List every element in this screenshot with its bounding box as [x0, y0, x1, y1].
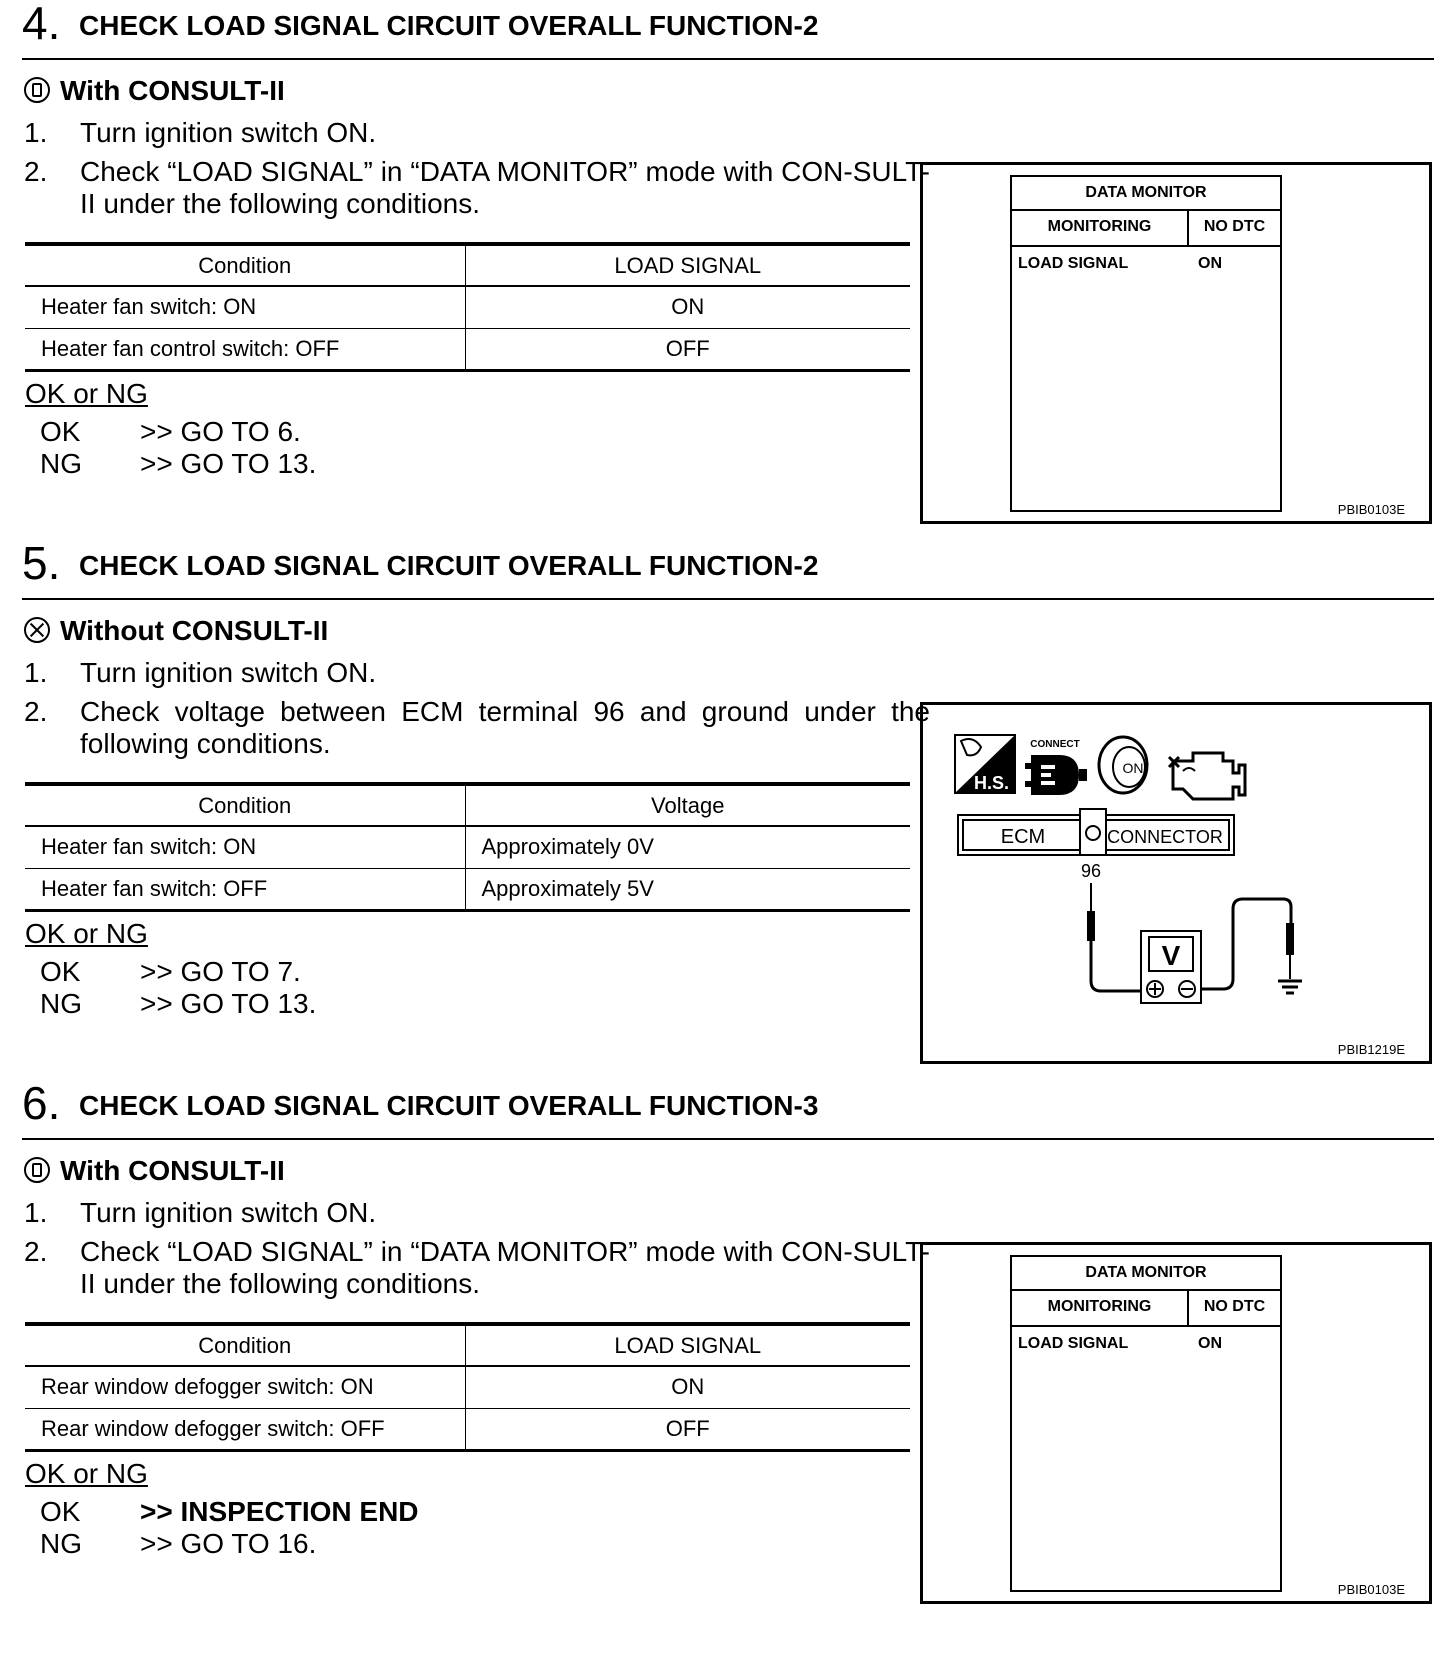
result-key: OK: [40, 956, 81, 987]
instruction-text: Turn ignition switch ON.: [80, 117, 377, 148]
table-header: Voltage: [465, 784, 910, 826]
monitor-item: LOAD SIGNAL: [1018, 255, 1129, 272]
no-dtc-label: NO DTC: [1203, 218, 1266, 235]
harness-icon: [955, 735, 1015, 793]
result-value: >> GO TO 16.: [140, 1528, 317, 1559]
connect-label: CONNECT: [1030, 739, 1080, 750]
table-header: LOAD SIGNAL: [465, 244, 910, 286]
circuit-figure: [920, 702, 1432, 1064]
instruction-number: 2.: [24, 1236, 48, 1267]
ground-icon: [1278, 981, 1302, 993]
step-header: [22, 537, 1434, 600]
table-row: [25, 826, 910, 868]
value-cell: Approximately 0V: [465, 826, 910, 868]
connect-icon: [1025, 739, 1087, 795]
monitor-item: LOAD SIGNAL: [1018, 1335, 1129, 1352]
mode-label: With CONSULT-II: [60, 1155, 285, 1186]
table-row: [25, 328, 910, 370]
connector-label: CONNECTOR: [1107, 827, 1223, 847]
instruction-number: 1.: [24, 117, 48, 148]
no-dtc-label: NO DTC: [1203, 1298, 1266, 1315]
table-header: LOAD SIGNAL: [465, 1324, 910, 1366]
instruction-number: 1.: [24, 1197, 48, 1228]
engine-icon: [1169, 753, 1245, 799]
consult-icon: [24, 77, 50, 103]
condition-table: [25, 242, 910, 372]
table-row: [25, 868, 910, 910]
step-number: 4.: [22, 0, 61, 49]
value-cell: OFF: [465, 1408, 910, 1450]
terminal-label: 96: [1080, 861, 1102, 881]
figure-code: PBIB0103E: [1337, 1582, 1405, 1597]
table-header-row: [25, 244, 910, 286]
instruction-text: Turn ignition switch ON.: [80, 657, 377, 688]
mode-label: With CONSULT-II: [60, 75, 285, 106]
step-number: 5.: [22, 537, 61, 589]
mode-line: [24, 75, 285, 107]
hs-label: H.S.: [973, 773, 1009, 793]
condition-cell: Heater fan switch: OFF: [25, 868, 465, 910]
step-title: CHECK LOAD SIGNAL CIRCUIT OVERALL FUNCTION-2: [79, 10, 819, 41]
result-key: NG: [40, 1528, 82, 1559]
table-header-row: [25, 1324, 910, 1366]
monitor-value: ON: [1198, 1335, 1222, 1352]
table-header: Condition: [25, 784, 465, 826]
result-value: >> GO TO 13.: [140, 448, 317, 479]
positive-probe: [1087, 883, 1143, 991]
result-value: >> GO TO 7.: [140, 956, 301, 987]
data-monitor-subheader: [1012, 1289, 1280, 1327]
result-value: >> GO TO 13.: [140, 988, 317, 1019]
negative-probe: [1201, 899, 1294, 989]
ok-or-ng-title: OK or NG: [25, 378, 148, 409]
ok-or-ng-title: OK or NG: [25, 1458, 148, 1489]
instruction-text: Check “LOAD SIGNAL” in “DATA MONITOR” mode with CON-SULT-II under the following conditions.: [80, 156, 930, 219]
monitoring-label: MONITORING: [1012, 209, 1189, 245]
value-cell: ON: [465, 1366, 910, 1408]
monitor-value: ON: [1198, 255, 1222, 272]
table-header-row: [25, 784, 910, 826]
data-monitor-figure: [920, 1242, 1432, 1604]
condition-cell: Heater fan switch: ON: [25, 826, 465, 868]
data-monitor-screen: [1010, 175, 1282, 512]
circuit-diagram: [923, 705, 1429, 1061]
step-header: [22, 1077, 1434, 1140]
value-cell: ON: [465, 286, 910, 328]
table-header: Condition: [25, 1324, 465, 1366]
on-label: ON: [1122, 760, 1144, 776]
ecm-connector: [958, 809, 1234, 855]
step-title: CHECK LOAD SIGNAL CIRCUIT OVERALL FUNCTION-2: [79, 550, 819, 581]
value-cell: OFF: [465, 328, 910, 370]
data-monitor-figure: [920, 162, 1432, 524]
condition-cell: Heater fan control switch: OFF: [25, 328, 465, 370]
table-row: [25, 286, 910, 328]
ecm-label: ECM: [1000, 826, 1046, 848]
mode-label: Without CONSULT-II: [60, 615, 329, 646]
result-key: OK: [40, 416, 81, 447]
monitoring-label: MONITORING: [1012, 1289, 1189, 1325]
step-6-section: [0, 1077, 1456, 1620]
result-value: >> INSPECTION END: [140, 1496, 419, 1527]
voltmeter-label: V: [1161, 940, 1181, 971]
instruction-number: 2.: [24, 156, 48, 187]
step-5-section: [0, 537, 1456, 1080]
ok-or-ng-title: OK or NG: [25, 918, 148, 949]
result-value: >> GO TO 6.: [140, 416, 301, 447]
instruction-text: Check “LOAD SIGNAL” in “DATA MONITOR” mode with CON-SULT-II under the following conditions.: [80, 1236, 930, 1299]
instruction-number: 1.: [24, 657, 48, 688]
result-key: NG: [40, 448, 82, 479]
result-key: NG: [40, 988, 82, 1019]
data-monitor-header: DATA MONITOR: [1012, 1257, 1280, 1291]
figure-code: PBIB1219E: [1337, 1042, 1405, 1057]
step-header: [22, 0, 1434, 60]
data-monitor-header: DATA MONITOR: [1012, 177, 1280, 211]
condition-cell: Rear window defogger switch: OFF: [25, 1408, 465, 1450]
value-cell: Approximately 5V: [465, 868, 910, 910]
data-monitor-subheader: [1012, 209, 1280, 247]
mode-line: [24, 615, 328, 647]
table-row: [25, 1408, 910, 1450]
result-key: OK: [40, 1496, 81, 1527]
instruction-number: 2.: [24, 696, 48, 727]
condition-table: [25, 1322, 910, 1452]
step-4-section: [0, 0, 1456, 540]
step-number: 6.: [22, 1077, 61, 1129]
instruction-text: Check voltage between ECM terminal 96 and ground under the following conditions.: [80, 696, 930, 759]
condition-cell: Heater fan switch: ON: [25, 286, 465, 328]
step-title: CHECK LOAD SIGNAL CIRCUIT OVERALL FUNCTION-3: [79, 1090, 819, 1121]
no-consult-icon: [24, 617, 50, 643]
instruction-text: Turn ignition switch ON.: [80, 1197, 377, 1228]
mode-line: [24, 1155, 285, 1187]
ignition-on-icon: [1099, 737, 1147, 793]
consult-icon: [24, 1157, 50, 1183]
voltmeter-icon: [1141, 931, 1201, 1003]
condition-cell: Rear window defogger switch: ON: [25, 1366, 465, 1408]
figure-code: PBIB0103E: [1337, 502, 1405, 517]
data-monitor-screen: [1010, 1255, 1282, 1592]
condition-table: [25, 782, 910, 912]
table-row: [25, 1366, 910, 1408]
table-header: Condition: [25, 244, 465, 286]
